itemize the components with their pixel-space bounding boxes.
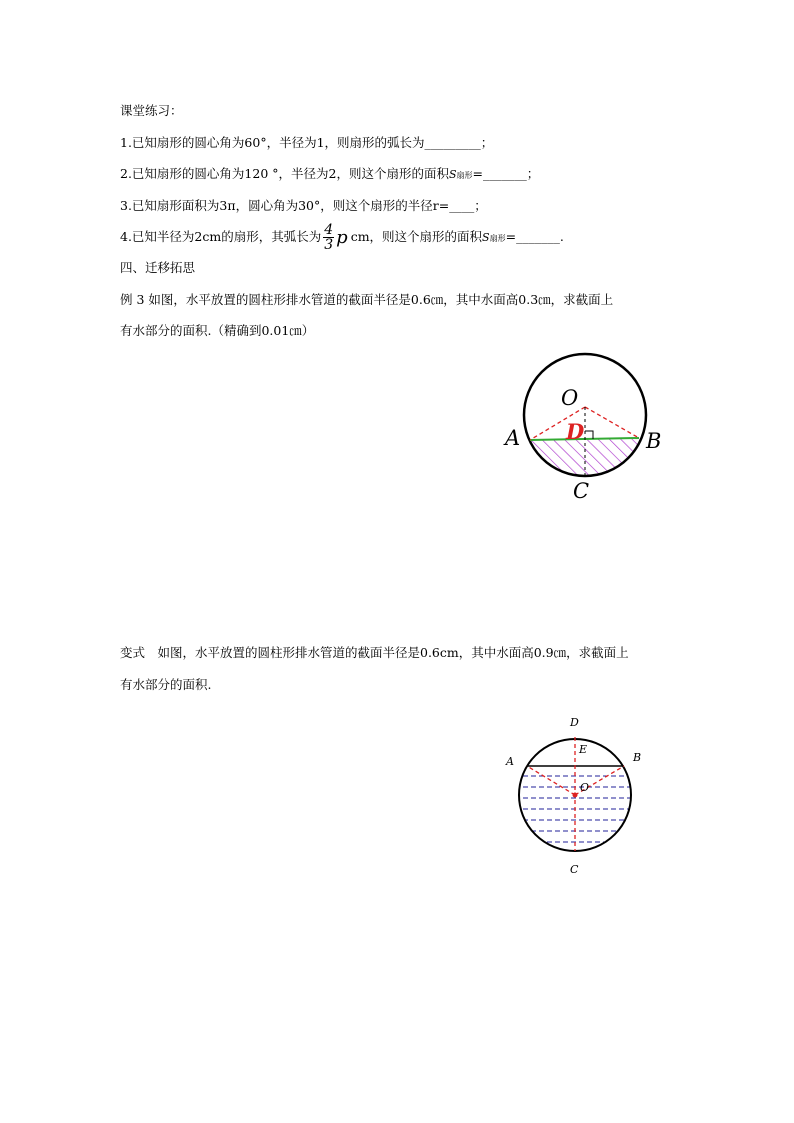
pi-symbol: p: [336, 226, 348, 248]
heading-practice: 课堂练习：: [120, 103, 183, 118]
radius-oa-2: [527, 766, 575, 795]
label-e-2: E: [579, 743, 588, 756]
label-o: O: [561, 386, 579, 410]
label-c: C: [573, 479, 590, 503]
label-b: B: [646, 429, 662, 453]
question-2-text: 2.已知扇形的圆心角为120 °，半径为2，则这个扇形的面积: [120, 166, 449, 181]
variant-line-1: 变式 如图，水平放置的圆柱形排水管道的截面半径是0.6cm，其中水面高0.9㎝，求截面上: [120, 645, 629, 660]
question-2-blank: =_______；: [472, 166, 540, 181]
variant-line-2: 有水部分的面积.: [120, 677, 212, 692]
question-4-mid: cm，则这个扇形的面积: [350, 229, 483, 244]
label-b-2: B: [633, 751, 642, 764]
example-3-line-2: 有水部分的面积.（精确到0.01㎝）: [120, 323, 315, 338]
section-heading: 四、迁移拓思: [120, 260, 196, 275]
label-a-2: A: [506, 755, 514, 768]
area-symbol: S: [482, 231, 490, 244]
question-3: 3.已知扇形面积为3π，圆心角为30°，则这个扇形的半径r=____；: [120, 198, 487, 213]
question-4-text: 4.已知半径为2cm的扇形，其弧长为: [120, 229, 322, 244]
fraction-numerator: 4: [324, 222, 334, 238]
area-subscript: 扇形: [456, 171, 473, 180]
label-o-2: O: [580, 781, 590, 794]
center-point: [573, 793, 578, 798]
question-4-blank: =_______.: [505, 229, 564, 244]
fraction-denominator: 3: [324, 237, 334, 253]
area-subscript: 扇形: [489, 234, 506, 243]
label-a: A: [505, 426, 521, 450]
label-d: D: [566, 419, 585, 444]
example-3-line-1: 例 3 如图，水平放置的圆柱形排水管道的截面半径是0.6㎝，其中水面高0.3㎝，求截面上: [120, 292, 614, 307]
label-d-2: D: [570, 716, 579, 729]
question-1: 1.已知扇形的圆心角为60°，半径为1，则扇形的弧长为_________；: [120, 135, 494, 150]
area-symbol: S: [448, 168, 457, 181]
label-c-2: C: [570, 863, 579, 876]
